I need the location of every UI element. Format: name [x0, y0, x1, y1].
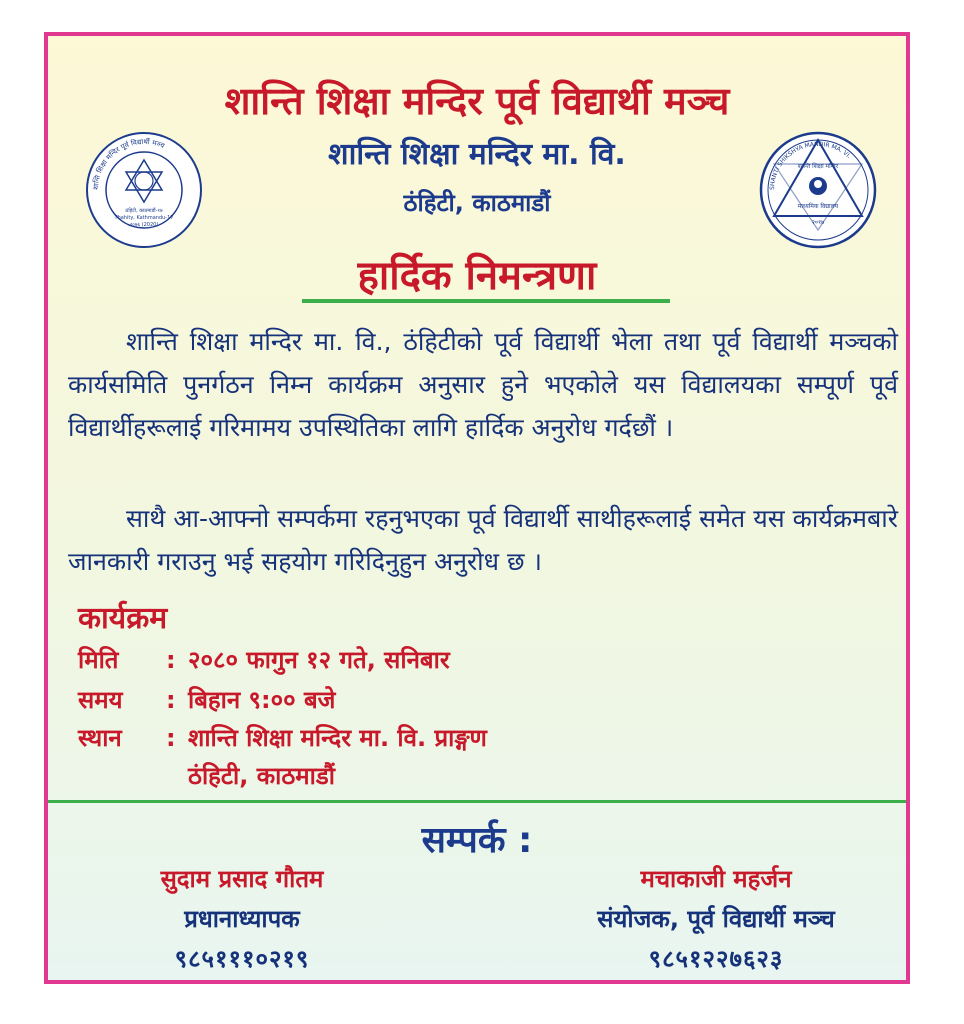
heading-underline [302, 299, 670, 303]
program-label: समय [78, 686, 123, 714]
program-value: ठंहिटी, काठमाडौं [188, 762, 335, 790]
program-row-time [78, 680, 335, 720]
program-title: कार्यक्रम [78, 601, 168, 636]
program-row-venue [78, 718, 487, 758]
forum-logo-ring-text: शान्ति शिक्षा मन्दिर पूर्व विद्यार्थी मञ्च [91, 137, 166, 191]
program-row-date [78, 640, 450, 680]
invitation-paragraph-1: शान्ति शिक्षा मन्दिर मा. वि., ठंहिटीको पूर्व विद्यार्थी भेला तथा पूर्व विद्यार्थी मञ्चको कार्यसमिति पुनर्गठन निम्न कार्यक्रम अनुसार हुने भएकोले यस विद्यालयका सम्पूर्ण पूर्व विद्यार्थीहरूलाई गरिमामय उपस्थितिका लागि हार्दिक अनुरोध गर्दछौं । [68, 327, 898, 442]
contact-role: प्रधानाध्यापक [184, 905, 300, 933]
school-name: शान्ति शिक्षा मन्दिर मा. वि. [328, 137, 626, 172]
program-colon: : [166, 724, 176, 752]
forum-logo-line1: ठंहिटी, काठमाडौं-१७ [125, 208, 163, 214]
program-label: मिति [78, 646, 119, 674]
invitation-heading: हार्दिक निमन्त्रणा [357, 253, 597, 299]
contact-phone: ९८५१२२७६२३ [648, 945, 784, 973]
program-value: २०८० फागुन १२ गते, सनिबार [188, 646, 450, 674]
program-row-venue-address [78, 756, 335, 796]
contact-phone: ९८५१११०२१९ [174, 945, 310, 973]
school-logo-ring-text: SHANTI SHIKSHYA MANDIR MA. VI. [768, 140, 853, 191]
contact-divider [48, 800, 906, 803]
program-label: स्थान [78, 724, 122, 752]
program-value: बिहान ९:०० बजे [188, 686, 336, 714]
forum-logo-line3: २०७६ (2020) [129, 222, 159, 228]
school-seal-icon [758, 130, 878, 250]
contact-role: संयोजक, पूर्व विद्यार्थी मञ्च [597, 905, 835, 933]
forum-logo [84, 130, 204, 250]
school-logo-label: माध्यमिक विद्यालय [797, 203, 839, 210]
forum-seal-icon [84, 130, 204, 250]
forum-title: शान्ति शिक्षा मन्दिर पूर्व विद्यार्थी मञ्च [224, 79, 730, 123]
contact-title: सम्पर्क : [421, 820, 533, 861]
invitation-paragraph-2: साथै आ-आफ्नो सम्पर्कमा रहनुभएका पूर्व विद्यार्थी साथीहरूलाई समेत यस कार्यक्रमबारे जानकारी गराउनु भई सहयोग गरिदिनुहुन अनुरोध छ । [68, 504, 898, 576]
school-logo-top-text: शान्ति शिक्षा मन्दिर [797, 163, 839, 170]
school-logo [758, 130, 878, 250]
invitation-card [44, 32, 910, 984]
school-logo-year: २०१७ [811, 219, 825, 226]
contact-name: मचाकाजी महर्जन [640, 865, 792, 893]
program-value: शान्ति शिक्षा मन्दिर मा. वि. प्राङ्गण [188, 724, 487, 752]
contact-name: सुदाम प्रसाद गौतम [160, 865, 324, 893]
school-address: ठंहिटी, काठमाडौं [403, 189, 551, 217]
program-colon: : [166, 646, 176, 674]
program-colon: : [166, 686, 176, 714]
forum-logo-line2: Thahity, Kathmandu-17 [114, 215, 174, 221]
